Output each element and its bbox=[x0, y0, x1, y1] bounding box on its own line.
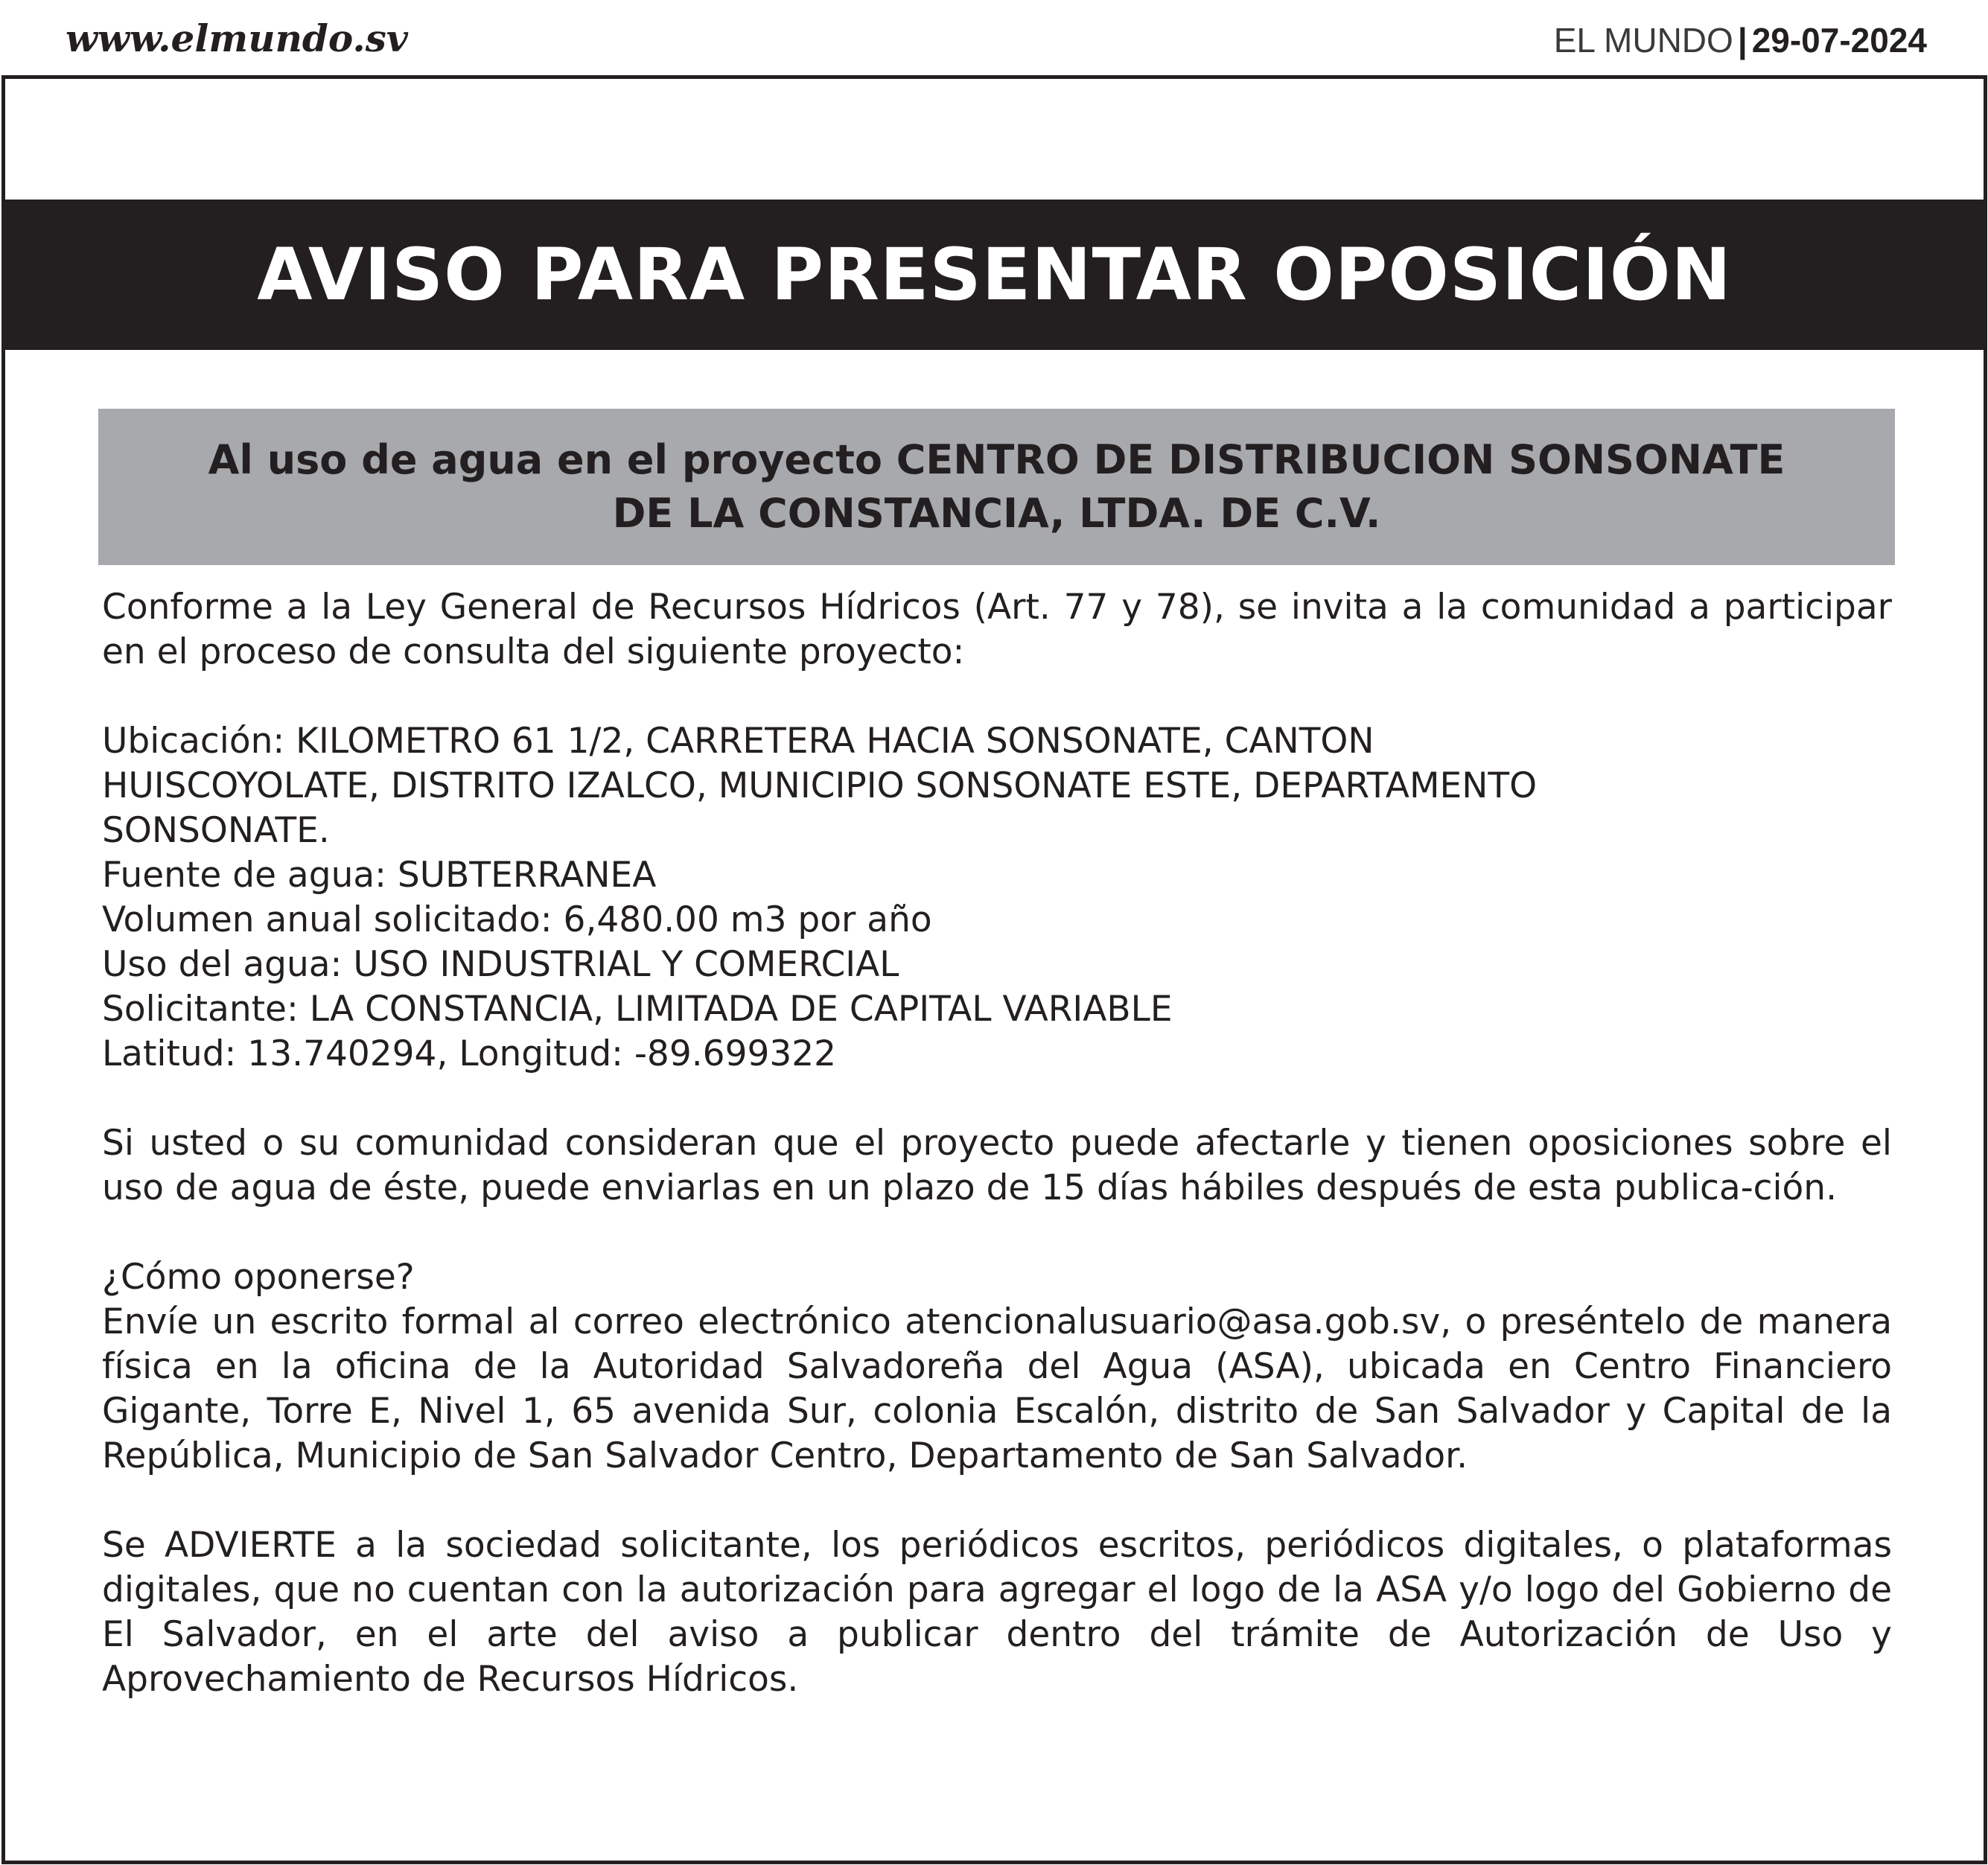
notice-body bbox=[102, 585, 1892, 1702]
intro-paragraph: Conforme a la Ley General de Recursos Hídricos (Art. 77 y 78), se invita a la comunidad a participar en el proceso de consulta del siguiente proyecto: bbox=[102, 587, 1892, 672]
notice-title-banner bbox=[5, 200, 1984, 350]
como-oponerse-heading: ¿Cómo oponerse? bbox=[102, 1257, 415, 1298]
site-url: www.elmundo.sv bbox=[66, 16, 408, 60]
volumen-line: Volumen anual solicitado: 6,480.00 m3 por año bbox=[102, 899, 932, 940]
notice-subtitle-line1: Al uso de agua en el proyecto CENTRO DE DISTRIBUCION SONSONATE bbox=[208, 436, 1785, 483]
coordenadas-line: Latitud: 13.740294, Longitud: -89.699322 bbox=[102, 1033, 837, 1074]
notice-frame bbox=[1, 75, 1987, 1864]
fuente-line: Fuente de agua: SUBTERRANEA bbox=[102, 855, 657, 896]
ubicacion-line-1: Ubicación: KILOMETRO 61 1/2, CARRETERA HACIA SONSONATE, CANTON bbox=[102, 721, 1374, 762]
notice-subtitle-line2: DE LA CONSTANCIA, LTDA. DE C.V. bbox=[612, 490, 1381, 537]
ubicacion-line-3: SONSONATE. bbox=[102, 810, 330, 851]
solicitante-line: Solicitante: LA CONSTANCIA, LIMITADA DE CAPITAL VARIABLE bbox=[102, 989, 1173, 1030]
oposicion-paragraph: Si usted o su comunidad consideran que el proyecto puede afectarle y tienen oposiciones sobre el uso de agua de éste, puede enviarlas en un plazo de 15 días hábiles después de esta publica-ción. bbox=[102, 1123, 1892, 1208]
notice-subtitle bbox=[208, 433, 1785, 541]
issue-info bbox=[1554, 19, 1927, 61]
uso-line: Uso del agua: USO INDUSTRIAL Y COMERCIAL bbox=[102, 944, 899, 985]
issue-separator: | bbox=[1737, 21, 1748, 60]
publication-name: EL MUNDO bbox=[1553, 21, 1733, 60]
como-oponerse-paragraph: Envíe un escrito formal al correo electrónico atencionalusuario@asa.gob.sv, o preséntelo de manera física en la oficina de la Autoridad Salvadoreña del Agua (ASA), ubicada en Centro Financiero Gigante, Torre E, Nivel 1, 65 avenida Sur, colonia Escalón, distrito de San Salvador y Capital de la República, Municipio de San Salvador Centro, Departamento de San Salvador. bbox=[102, 1301, 1892, 1476]
issue-date: 29-07-2024 bbox=[1751, 21, 1927, 60]
notice-title: AVISO PARA PRESENTAR OPOSICIÓN bbox=[257, 233, 1732, 316]
advertencia-paragraph: Se ADVIERTE a la sociedad solicitante, los periódicos escritos, periódicos digitales, o plataformas digitales, que no cuentan con la autorización para agregar el logo de la ASA y/o logo del Gobierno de El Salvador, en el arte del aviso a publicar dentro del trámite de Autorización de Uso y Aprovechamiento de Recursos Hídricos. bbox=[102, 1525, 1892, 1700]
ubicacion-line-2: HUISCOYOLATE, DISTRITO IZALCO, MUNICIPIO SONSONATE ESTE, DEPARTAMENTO bbox=[102, 765, 1538, 806]
page-masthead bbox=[0, 0, 1988, 74]
notice-subtitle-box bbox=[98, 409, 1895, 565]
